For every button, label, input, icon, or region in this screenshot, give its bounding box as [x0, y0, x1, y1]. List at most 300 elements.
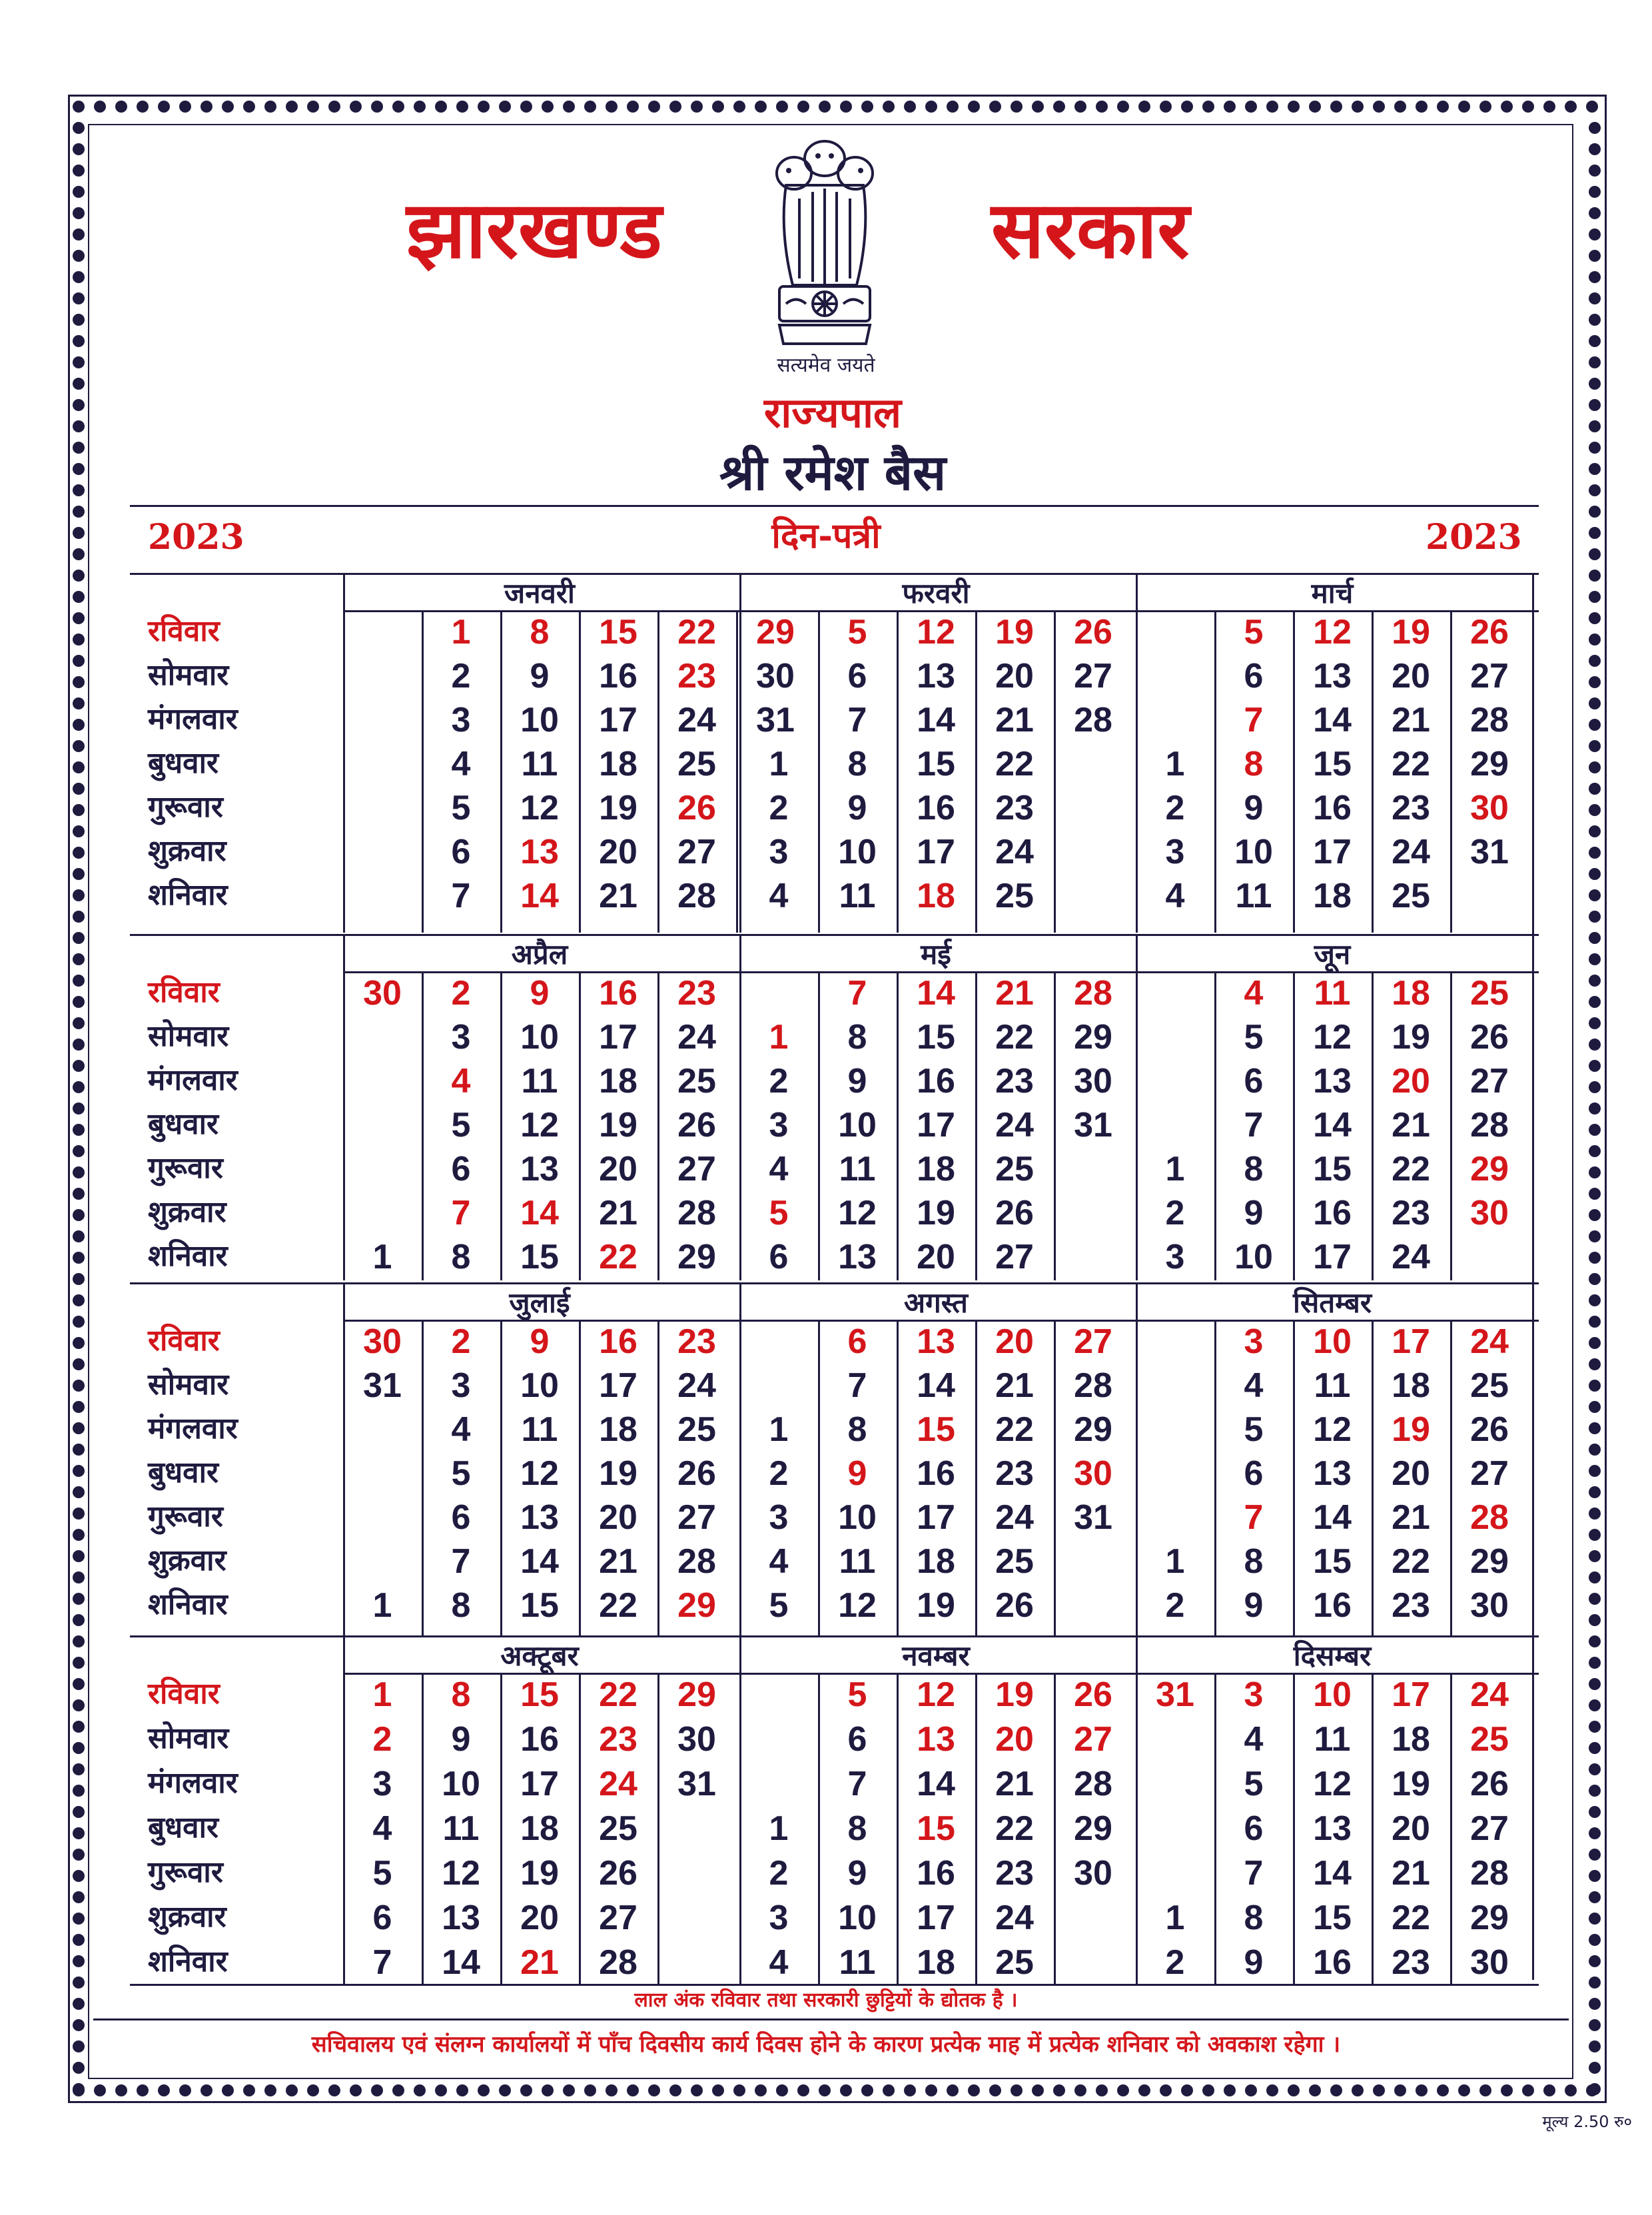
governor-name: श्री रमेश बैस: [719, 444, 947, 502]
date-cell: 11: [442, 1809, 480, 1848]
date-cell: 17: [1313, 1238, 1352, 1276]
date-cell: 24: [1392, 833, 1430, 871]
date-cell: 3: [769, 1106, 789, 1144]
date-cell: 15: [917, 1410, 955, 1449]
date-cell: 27: [1470, 1454, 1509, 1493]
day-name: शुक्रवार: [148, 1195, 226, 1229]
date-cell: 15: [520, 1586, 559, 1625]
date-cell: 15: [520, 1238, 559, 1276]
date-cell: 25: [995, 1150, 1034, 1188]
date-cell: 30: [677, 1720, 716, 1759]
date-cell: 3: [1244, 1322, 1264, 1361]
date-cell: 4: [372, 1809, 392, 1848]
day-name: शनिवार: [148, 878, 228, 912]
divider: [93, 2018, 1569, 2020]
date-cell: 27: [1074, 657, 1112, 695]
date-cell: 2: [769, 1854, 789, 1893]
date-cell: 29: [1470, 1899, 1509, 1937]
date-cell: 8: [451, 1586, 471, 1625]
month-name: अप्रैल: [511, 938, 568, 971]
date-cell: 14: [917, 974, 955, 1013]
date-cell: 28: [677, 877, 716, 915]
date-cell: 21: [995, 974, 1034, 1013]
date-cell: 2: [769, 1454, 789, 1493]
day-name: सोमवार: [148, 658, 229, 692]
date-cell: 29: [1470, 1542, 1509, 1581]
date-cell: 31: [363, 1366, 402, 1405]
date-cell: 4: [1244, 974, 1264, 1013]
date-cell: 30: [363, 974, 402, 1013]
date-cell: 1: [372, 1675, 392, 1714]
date-cell: 31: [756, 701, 795, 739]
date-cell: 7: [1244, 701, 1264, 739]
date-cell: 24: [677, 1018, 716, 1057]
date-cell: 27: [1470, 657, 1509, 695]
date-cell: 25: [1470, 1366, 1509, 1405]
month-name: फरवरी: [902, 577, 970, 610]
day-name: शनिवार: [148, 1945, 228, 1979]
date-cell: 2: [1165, 1586, 1185, 1625]
date-cell: 7: [451, 1542, 471, 1581]
date-cell: 20: [995, 1720, 1034, 1759]
date-cell: 21: [1392, 1854, 1430, 1893]
date-cell: 9: [847, 1062, 867, 1101]
date-cell: 9: [1244, 1586, 1264, 1625]
date-cell: 8: [451, 1675, 471, 1714]
month-name: अक्टूबर: [500, 1639, 579, 1672]
date-cell: 16: [599, 974, 637, 1013]
date-cell: 12: [838, 1586, 877, 1625]
date-cell: 24: [1470, 1322, 1509, 1361]
date-cell: 22: [1392, 745, 1430, 783]
date-cell: 22: [599, 1586, 637, 1625]
date-cell: 16: [599, 657, 637, 695]
date-cell: 31: [1470, 833, 1509, 871]
date-cell: 2: [769, 1062, 789, 1101]
date-cell: 20: [1392, 1454, 1430, 1493]
date-cell: 27: [1470, 1809, 1509, 1848]
date-cell: 18: [1313, 877, 1352, 915]
month-name: नवम्बर: [902, 1639, 970, 1672]
date-cell: 24: [995, 1498, 1034, 1537]
date-cell: 20: [1392, 1809, 1430, 1848]
date-cell: 7: [847, 1366, 867, 1405]
date-cell: 21: [599, 1542, 637, 1581]
date-cell: 2: [372, 1720, 392, 1759]
date-cell: 7: [1244, 1498, 1264, 1537]
date-cell: 6: [847, 1720, 867, 1759]
date-cell: 3: [1244, 1675, 1264, 1714]
date-cell: 11: [1314, 1720, 1351, 1759]
date-cell: 19: [995, 613, 1034, 652]
date-cell: 27: [677, 833, 716, 871]
date-cell: 4: [451, 745, 471, 783]
date-cell: 7: [847, 1765, 867, 1803]
date-cell: 7: [451, 877, 471, 915]
date-cell: 20: [917, 1238, 955, 1276]
date-cell: 23: [995, 1854, 1034, 1893]
day-name: रविवार: [148, 1324, 220, 1358]
day-name: शुक्रवार: [148, 834, 226, 868]
day-name: शुक्रवार: [148, 1544, 226, 1577]
date-cell: 1: [1165, 745, 1185, 783]
date-cell: 7: [847, 701, 867, 739]
date-cell: 4: [1165, 877, 1185, 915]
date-cell: 11: [839, 877, 876, 915]
date-cell: 27: [599, 1899, 637, 1937]
date-cell: 27: [1470, 1062, 1509, 1101]
date-cell: 3: [769, 833, 789, 871]
date-cell: 17: [1313, 833, 1352, 871]
date-cell: 8: [1244, 745, 1264, 783]
date-cell: 26: [599, 1854, 637, 1893]
date-cell: 26: [677, 1454, 716, 1493]
date-cell: 25: [1470, 1720, 1509, 1759]
date-cell: 12: [520, 1106, 559, 1144]
day-name: रविवार: [148, 975, 220, 1009]
date-cell: 21: [599, 877, 637, 915]
date-cell: 1: [372, 1238, 392, 1276]
date-cell: 10: [1313, 1675, 1352, 1714]
date-cell: 8: [451, 1238, 471, 1276]
date-cell: 18: [599, 1410, 637, 1449]
date-cell: 14: [1313, 1498, 1352, 1537]
month-name: मार्च: [1311, 577, 1354, 610]
date-cell: 18: [917, 1943, 955, 1982]
date-cell: 12: [442, 1854, 480, 1893]
date-cell: 18: [1392, 1720, 1430, 1759]
date-cell: 24: [995, 1899, 1034, 1937]
day-name: शुक्रवार: [148, 1900, 226, 1934]
date-cell: 7: [847, 974, 867, 1013]
date-cell: 7: [1244, 1106, 1264, 1144]
date-cell: 19: [1392, 1410, 1430, 1449]
date-cell: 19: [1392, 1018, 1430, 1057]
date-cell: 27: [677, 1498, 716, 1537]
day-name: सोमवार: [148, 1721, 229, 1755]
date-cell: 14: [1313, 701, 1352, 739]
date-cell: 5: [1244, 1018, 1264, 1057]
date-cell: 1: [769, 1018, 789, 1057]
day-name: गुरूवार: [148, 1855, 223, 1889]
date-cell: 10: [1234, 1238, 1273, 1276]
date-cell: 10: [520, 1018, 559, 1057]
date-cell: 19: [917, 1194, 955, 1232]
date-cell: 18: [520, 1809, 559, 1848]
date-cell: 19: [1392, 1765, 1430, 1803]
date-cell: 26: [677, 1106, 716, 1144]
date-cell: 28: [1470, 1106, 1509, 1144]
date-cell: 20: [1392, 657, 1430, 695]
date-cell: 30: [1074, 1854, 1112, 1893]
date-cell: 26: [1470, 1410, 1509, 1449]
date-cell: 3: [372, 1765, 392, 1803]
date-cell: 26: [1470, 1018, 1509, 1057]
month-name: मई: [921, 938, 951, 971]
date-cell: 24: [995, 833, 1034, 871]
date-cell: 23: [599, 1720, 637, 1759]
month-name: दिसम्बर: [1293, 1639, 1372, 1672]
date-cell: 1: [1165, 1899, 1185, 1937]
date-cell: 2: [1165, 1943, 1185, 1982]
date-cell: 23: [1392, 1194, 1430, 1232]
date-cell: 16: [599, 1322, 637, 1361]
date-cell: 1: [1165, 1542, 1185, 1581]
date-cell: 1: [769, 1809, 789, 1848]
date-cell: 31: [1074, 1498, 1112, 1537]
date-cell: 26: [1470, 1765, 1509, 1803]
date-cell: 11: [521, 1410, 558, 1449]
date-cell: 15: [1313, 1150, 1352, 1188]
date-cell: 9: [451, 1720, 471, 1759]
date-cell: 28: [599, 1943, 637, 1982]
date-cell: 16: [917, 1062, 955, 1101]
date-cell: 20: [995, 1322, 1034, 1361]
date-cell: 5: [1244, 1410, 1264, 1449]
date-cell: 8: [847, 1018, 867, 1057]
date-cell: 5: [451, 1454, 471, 1493]
date-cell: 20: [995, 657, 1034, 695]
date-cell: 6: [1244, 1062, 1264, 1101]
date-cell: 4: [1244, 1366, 1264, 1405]
date-cell: 5: [372, 1854, 392, 1893]
note-red-digits: लाल अंक रविवार तथा सरकारी छुट्टियों के द्योतक है ।: [634, 1989, 1018, 2012]
date-cell: 13: [1313, 1809, 1352, 1848]
date-cell: 2: [451, 657, 471, 695]
date-cell: 19: [520, 1854, 559, 1893]
date-cell: 30: [363, 1322, 402, 1361]
date-cell: 18: [1392, 1366, 1430, 1405]
date-cell: 6: [1244, 1454, 1264, 1493]
date-cell: 7: [1244, 1854, 1264, 1893]
date-cell: 8: [1244, 1899, 1264, 1937]
date-cell: 17: [520, 1765, 559, 1803]
date-cell: 29: [1470, 1150, 1509, 1188]
date-cell: 29: [677, 1586, 716, 1625]
date-cell: 1: [769, 1410, 789, 1449]
date-cell: 22: [599, 1238, 637, 1276]
date-cell: 21: [520, 1943, 559, 1982]
date-cell: 9: [530, 657, 550, 695]
date-cell: 21: [1392, 701, 1430, 739]
date-cell: 20: [520, 1899, 559, 1937]
year-left: 2023: [148, 517, 244, 558]
date-cell: 14: [1313, 1854, 1352, 1893]
date-cell: 19: [599, 789, 637, 827]
date-cell: 29: [1074, 1410, 1112, 1449]
date-cell: 16: [1313, 1943, 1352, 1982]
date-cell: 11: [839, 1150, 876, 1188]
day-name: शनिवार: [148, 1239, 228, 1273]
date-cell: 30: [1470, 1586, 1509, 1625]
day-name: गुरूवार: [148, 790, 223, 824]
date-cell: 29: [677, 1675, 716, 1714]
date-cell: 25: [995, 1943, 1034, 1982]
date-cell: 29: [1470, 745, 1509, 783]
date-cell: 19: [917, 1586, 955, 1625]
date-cell: 8: [1244, 1150, 1264, 1188]
month-name: अगस्त: [903, 1286, 968, 1319]
date-cell: 6: [847, 657, 867, 695]
date-cell: 10: [838, 1899, 877, 1937]
date-cell: 2: [451, 1322, 471, 1361]
date-cell: 22: [995, 1410, 1034, 1449]
date-cell: 12: [1313, 1765, 1352, 1803]
date-cell: 12: [1313, 1018, 1352, 1057]
date-cell: 6: [769, 1238, 789, 1276]
date-cell: 26: [677, 789, 716, 827]
date-cell: 22: [599, 1675, 637, 1714]
date-cell: 3: [451, 1018, 471, 1057]
date-cell: 22: [677, 613, 716, 652]
date-cell: 9: [847, 1454, 867, 1493]
date-cell: 25: [677, 745, 716, 783]
date-cell: 30: [1074, 1454, 1112, 1493]
day-name: मंगलवार: [148, 1766, 238, 1800]
date-cell: 17: [599, 1018, 637, 1057]
date-cell: 6: [847, 1322, 867, 1361]
date-cell: 20: [599, 1150, 637, 1188]
date-cell: 19: [995, 1675, 1034, 1714]
day-name: मंगलवार: [148, 1063, 238, 1097]
date-cell: 10: [838, 1106, 877, 1144]
date-cell: 22: [995, 1809, 1034, 1848]
date-cell: 3: [769, 1498, 789, 1537]
date-cell: 27: [677, 1150, 716, 1188]
date-cell: 20: [599, 833, 637, 871]
date-cell: 17: [917, 833, 955, 871]
date-cell: 18: [599, 745, 637, 783]
date-cell: 14: [442, 1943, 480, 1982]
date-cell: 5: [769, 1586, 789, 1625]
date-cell: 30: [1470, 1194, 1509, 1232]
date-cell: 23: [677, 657, 716, 695]
day-name: बुधवार: [148, 1456, 219, 1490]
date-cell: 2: [451, 974, 471, 1013]
date-cell: 10: [1313, 1322, 1352, 1361]
date-cell: 15: [1313, 745, 1352, 783]
date-cell: 14: [520, 1542, 559, 1581]
date-cell: 4: [769, 1150, 789, 1188]
date-cell: 25: [1470, 974, 1509, 1013]
date-cell: 26: [1074, 1675, 1112, 1714]
date-cell: 25: [599, 1809, 637, 1848]
date-cell: 14: [520, 877, 559, 915]
date-cell: 16: [917, 1854, 955, 1893]
date-cell: 11: [1314, 974, 1351, 1013]
date-cell: 10: [838, 833, 877, 871]
date-cell: 3: [451, 701, 471, 739]
date-cell: 13: [520, 833, 559, 871]
date-cell: 12: [520, 1454, 559, 1493]
date-cell: 23: [1392, 1586, 1430, 1625]
date-cell: 3: [1165, 833, 1185, 871]
date-cell: 19: [1392, 613, 1430, 652]
date-cell: 9: [847, 1854, 867, 1893]
date-cell: 21: [1392, 1106, 1430, 1144]
date-cell: 28: [677, 1542, 716, 1581]
date-cell: 4: [769, 877, 789, 915]
date-cell: 5: [1244, 613, 1264, 652]
date-cell: 10: [520, 701, 559, 739]
date-cell: 5: [847, 1675, 867, 1714]
date-cell: 6: [1244, 1809, 1264, 1848]
date-cell: 16: [1313, 789, 1352, 827]
date-cell: 10: [838, 1498, 877, 1537]
date-cell: 29: [1074, 1809, 1112, 1848]
title-sarkar: सरकार: [991, 183, 1190, 276]
date-cell: 26: [1470, 613, 1509, 652]
date-cell: 24: [677, 701, 716, 739]
date-cell: 25: [677, 1062, 716, 1101]
date-cell: 25: [1392, 877, 1430, 915]
date-cell: 10: [520, 1366, 559, 1405]
date-cell: 12: [1313, 1410, 1352, 1449]
date-cell: 17: [1392, 1675, 1430, 1714]
date-cell: 8: [847, 1809, 867, 1848]
divider: [130, 505, 1539, 507]
date-cell: 5: [1244, 1765, 1264, 1803]
date-cell: 31: [677, 1765, 716, 1803]
day-name: सोमवार: [148, 1368, 229, 1402]
day-name: रविवार: [148, 1677, 220, 1711]
date-cell: 25: [995, 1542, 1034, 1581]
date-cell: 13: [838, 1238, 877, 1276]
date-cell: 30: [1470, 1943, 1509, 1982]
date-cell: 11: [839, 1943, 876, 1982]
date-cell: 12: [1313, 613, 1352, 652]
date-cell: 15: [917, 1809, 955, 1848]
date-cell: 11: [1235, 877, 1272, 915]
date-cell: 29: [677, 1238, 716, 1276]
date-cell: 13: [442, 1899, 480, 1937]
month-name: जुलाई: [509, 1286, 570, 1319]
date-cell: 15: [599, 613, 637, 652]
date-cell: 14: [917, 1366, 955, 1405]
date-cell: 31: [1156, 1675, 1194, 1714]
date-cell: 1: [1165, 1150, 1185, 1188]
date-cell: 25: [677, 1410, 716, 1449]
date-cell: 20: [599, 1498, 637, 1537]
date-cell: 22: [1392, 1150, 1430, 1188]
date-cell: 8: [1244, 1542, 1264, 1581]
date-cell: 24: [677, 1366, 716, 1405]
date-cell: 30: [756, 657, 795, 695]
date-cell: 28: [1074, 701, 1112, 739]
date-cell: 18: [917, 1150, 955, 1188]
year-right: 2023: [1426, 517, 1522, 558]
month-name: सितम्बर: [1292, 1286, 1372, 1319]
date-cell: 13: [917, 1322, 955, 1361]
date-cell: 10: [1234, 833, 1273, 871]
day-name: शनिवार: [148, 1587, 228, 1621]
date-cell: 4: [451, 1410, 471, 1449]
date-cell: 5: [769, 1194, 789, 1232]
date-cell: 13: [520, 1498, 559, 1537]
date-cell: 28: [1074, 1366, 1112, 1405]
date-cell: 20: [1392, 1062, 1430, 1101]
date-cell: 17: [917, 1498, 955, 1537]
date-cell: 21: [599, 1194, 637, 1232]
date-cell: 14: [917, 1765, 955, 1803]
date-cell: 4: [1244, 1720, 1264, 1759]
date-cell: 13: [1313, 1454, 1352, 1493]
date-cell: 21: [995, 1366, 1034, 1405]
date-cell: 11: [839, 1542, 876, 1581]
date-cell: 16: [520, 1720, 559, 1759]
date-cell: 21: [995, 1765, 1034, 1803]
date-cell: 18: [917, 877, 955, 915]
